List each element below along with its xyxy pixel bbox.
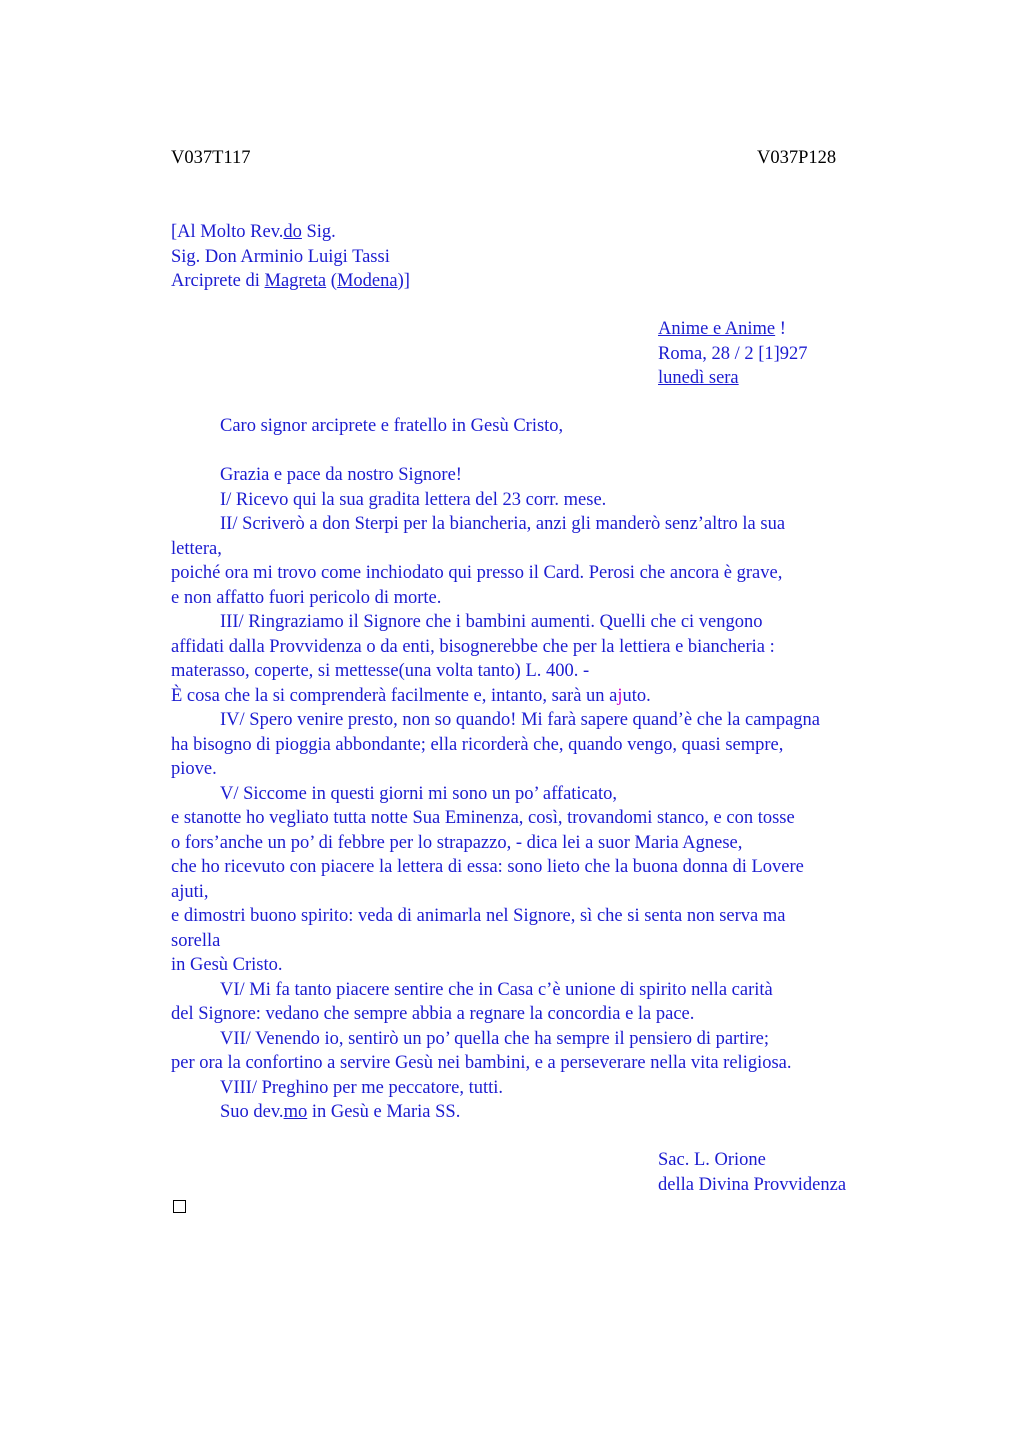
dateline: [658, 317, 808, 391]
signature: [658, 1148, 846, 1197]
paragraph-6-line: VI/ Mi fa tanto piacere sentire che in Casa c’è unione di spirito nella carità: [220, 979, 773, 1000]
address-line-1: [Al Molto Rev.do Sig.: [171, 222, 336, 242]
letter-body: [171, 414, 911, 1125]
paragraph-4-line: ha bisogno di pioggia abbondante; ella ricorderà che, quando vengo, quasi sempre,: [171, 734, 784, 755]
paragraph-5-line: o fors’anche un po’ di febbre per lo strapazzo, - dica lei a suor Maria Agnese,: [171, 832, 743, 853]
paragraph-3-line: III/ Ringraziamo il Signore che i bambini aumenti. Quelli che ci vengono: [220, 612, 763, 632]
paragraph-2-line: e non affatto fuori pericolo di morte.: [171, 587, 442, 608]
paragraph-2-line: poiché ora mi trovo come inchiodato qui presso il Card. Perosi che ancora è grave,: [171, 563, 783, 583]
paragraph-5-line: e dimostri buono spirito: veda di animarla nel Signore, sì che si senta non serva ma: [171, 906, 786, 926]
salutation: Caro signor arciprete e fratello in Gesù Cristo,: [220, 416, 564, 436]
paragraph-5-line: e stanotte ho vegliato tutta notte Sua Eminenza, così, trovandomi stanco, e con tosse: [171, 808, 795, 828]
signature-name: Sac. L. Orione: [658, 1150, 766, 1170]
document-code-left: V037T117: [171, 148, 251, 168]
paragraph-3-line: materasso, coperte, si mettesse(una volta tanto) L. 400. -: [171, 661, 590, 681]
paragraph-7-line: per ora la confortino a servire Gesù nei bambini, e a perseverare nella vita religiosa.: [171, 1053, 792, 1073]
document-code-right: V037P128: [757, 148, 837, 168]
end-marker-icon: [173, 1200, 186, 1213]
place-magreta: Magreta: [264, 271, 327, 291]
highlighted-letter: j: [617, 685, 623, 706]
closing: Suo dev.mo in Gesù e Maria SS.: [220, 1102, 461, 1122]
paragraph-5-line: in Gesù Cristo.: [171, 955, 283, 975]
signature-title: della Divina Provvidenza: [658, 1174, 847, 1195]
motto: Anime e Anime !: [658, 319, 786, 339]
paragraph-5-line: sorella: [171, 930, 221, 951]
paragraph-5-line: V/ Siccome in questi giorni mi sono un po’ affaticato,: [220, 783, 617, 804]
paragraph-2-line: II/ Scriverò a don Sterpi per la biancheria, anzi gli manderò senz’altro la sua: [220, 514, 786, 534]
paragraph-4-line: piove.: [171, 759, 217, 779]
paragraph-7-line: VII/ Venendo io, sentirò un po’ quella che ha sempre il pensiero di partire;: [220, 1028, 770, 1049]
paragraph-2-line: lettera,: [171, 538, 222, 559]
paragraph-3-line: È cosa che la si comprenderà facilmente e, intanto, sarà un ajuto.: [171, 685, 651, 706]
paragraph-8: VIII/ Preghino per me peccatore, tutti.: [220, 1077, 504, 1098]
weekday: lunedì sera: [658, 368, 739, 388]
paragraph-3-line: affidati dalla Provvidenza o da enti, bisognerebbe che per la lettiera e biancheria :: [171, 636, 775, 657]
place-date: Roma, 28 / 2 [1]927: [658, 343, 808, 364]
address-line-2: Sig. Don Arminio Luigi Tassi: [171, 246, 390, 267]
greeting: Grazia e pace da nostro Signore!: [220, 465, 462, 485]
address-block: [171, 220, 410, 294]
paragraph-1: I/ Ricevo qui la sua gradita lettera del 23 corr. mese.: [220, 489, 607, 510]
paragraph-4-line: IV/ Spero venire presto, non so quando! Mi farà sapere quand’è che la campagna: [220, 710, 820, 730]
paragraph-6-line: del Signore: vedano che sempre abbia a regnare la concordia e la pace.: [171, 1004, 695, 1024]
place-modena: Modena: [336, 271, 398, 291]
paragraph-5-line: ajuti,: [171, 881, 209, 902]
address-line-3: Arciprete di Magreta (Modena)]: [171, 271, 410, 291]
paragraph-5-line: che ho ricevuto con piacere la lettera di essa: sono lieto che la buona donna di Lovere: [171, 857, 804, 877]
